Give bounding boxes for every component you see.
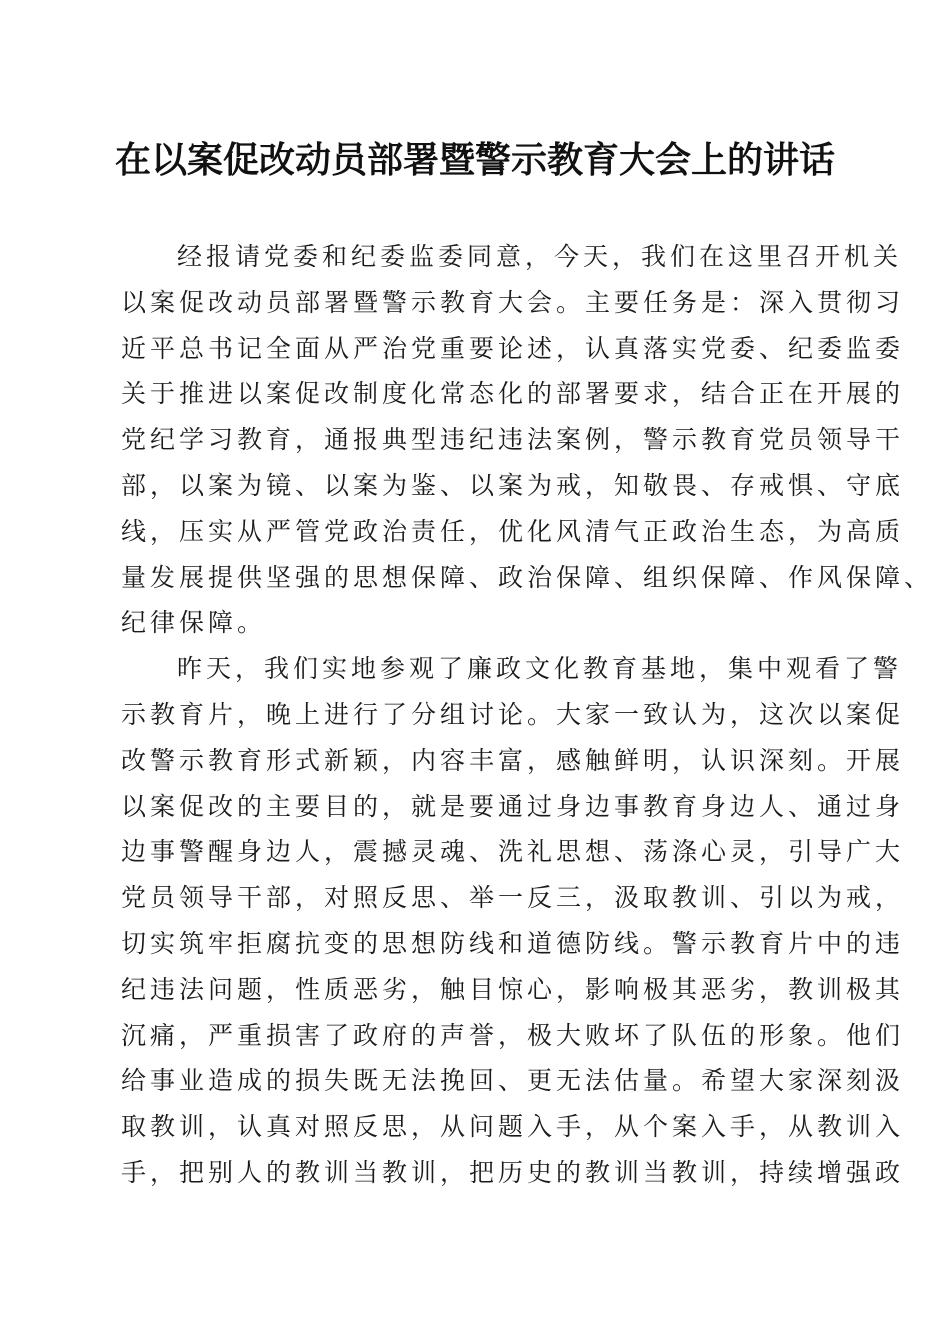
paragraph-line: 经报请党委和纪委监委同意，今天，我们在这里召开机关: [177, 242, 903, 271]
paragraph-line: 以案促改动员部署暨警示教育大会。主要任务是：深入贯彻习: [121, 287, 905, 317]
paragraph-line: 近平总书记全面从严治党重要论述，认真落实党委、纪委监委: [121, 333, 905, 363]
paragraph-line: 手，把别人的教训当教训，把历史的教训当教训，持续增强政: [121, 1157, 905, 1187]
paragraph-line: 纪违法问题，性质恶劣，触目惊心，影响极其恶劣，教训极其: [121, 974, 905, 1004]
paragraph-line: 沉痛，严重损害了政府的声誉，极大败坏了队伍的形象。他们: [121, 1020, 905, 1050]
paragraph-line: 部，以案为镜、以案为鉴、以案为戒，知敬畏、存戒惧、守底: [121, 470, 905, 500]
paragraph-line: 线，压实从严管党政治责任，优化风清气正政治生态，为高质: [121, 516, 905, 546]
paragraph-line: 示教育片，晚上进行了分组讨论。大家一致认为，这次以案促: [121, 699, 905, 729]
paragraph-line: 以案促改的主要目的，就是要通过身边事教育身边人、通过身: [121, 791, 905, 821]
paragraph-line: 关于推进以案促改制度化常态化的部署要求，结合正在开展的: [121, 379, 905, 409]
document-body: [121, 234, 934, 1196]
paragraph-line: 给事业造成的损失既无法挽回、更无法估量。希望大家深刻汲: [121, 1066, 905, 1096]
paragraph-line: 纪律保障。: [121, 608, 267, 638]
paragraph-line: 改警示教育形式新颖，内容丰富，感触鲜明，认识深刻。开展: [121, 745, 905, 775]
paragraph-line: 昨天，我们实地参观了廉政文化教育基地，集中观看了警: [177, 654, 903, 684]
paragraph-line: 边事警醒身边人，震撼灵魂、洗礼思想、荡涤心灵，引导广大: [121, 837, 905, 867]
paragraph-line: 取教训，认真对照反思，从问题入手，从个案入手，从教训入: [121, 1112, 905, 1142]
paragraph-line: 党员领导干部，对照反思、举一反三，汲取教训、引以为戒，: [121, 883, 905, 913]
paragraph-line: 切实筑牢拒腐抗变的思想防线和道德防线。警示教育片中的违: [121, 928, 905, 958]
document-title: 在以案促改动员部署暨警示教育大会上的讲话: [114, 139, 835, 181]
paragraph-line: 量发展提供坚强的思想保障、政治保障、组织保障、作风保障、: [121, 562, 934, 592]
paragraph-line: 党纪学习教育，通报典型违纪违法案例，警示教育党员领导干: [121, 425, 905, 455]
